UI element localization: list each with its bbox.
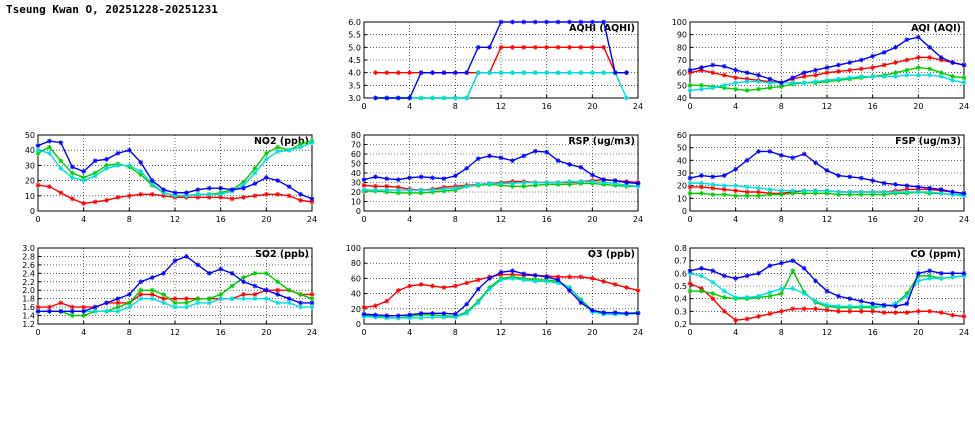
svg-text:3.5: 3.5 [348,81,361,91]
svg-text:20: 20 [913,328,924,337]
chart-o3 [334,236,644,340]
svg-text:0: 0 [681,207,687,216]
svg-text:12: 12 [821,328,833,337]
svg-text:5.0: 5.0 [348,43,361,53]
svg-text:1.2: 1.2 [22,320,35,329]
svg-text:4: 4 [733,328,739,337]
svg-text:8: 8 [126,328,132,337]
svg-text:30: 30 [24,161,35,171]
svg-text:16: 16 [867,102,878,111]
svg-text:20: 20 [261,215,272,224]
svg-text:40: 40 [350,289,361,299]
chart-panel-aqhi [334,10,644,114]
svg-text:24: 24 [958,328,970,337]
svg-text:12: 12 [495,215,507,224]
chart-so2 [8,236,318,340]
svg-text:20: 20 [350,188,361,197]
svg-text:4: 4 [81,215,87,224]
svg-text:24: 24 [958,215,970,224]
svg-text:8: 8 [126,215,132,224]
svg-text:16: 16 [215,215,226,224]
svg-text:40: 40 [24,146,35,156]
svg-text:SO2 (ppb): SO2 (ppb) [255,249,309,260]
svg-text:8: 8 [452,328,458,337]
svg-text:50: 50 [350,159,361,169]
svg-text:24: 24 [958,102,970,111]
svg-text:6.0: 6.0 [348,18,361,27]
svg-text:4: 4 [733,215,739,224]
svg-text:0.2: 0.2 [674,320,687,329]
svg-text:24: 24 [306,215,318,224]
svg-text:90: 90 [676,30,687,40]
svg-text:RSP (ug/m3): RSP (ug/m3) [568,136,635,147]
svg-text:100: 100 [345,244,361,253]
svg-text:0: 0 [35,215,41,224]
svg-text:0: 0 [687,102,693,111]
svg-text:2.8: 2.8 [22,252,35,262]
chart-panel-o3 [334,236,644,340]
svg-text:24: 24 [632,328,644,337]
svg-text:80: 80 [676,43,687,53]
svg-text:20: 20 [587,328,598,337]
svg-text:20: 20 [350,304,361,314]
svg-text:0: 0 [361,328,367,337]
svg-text:1.6: 1.6 [22,303,35,313]
svg-text:12: 12 [821,215,833,224]
svg-text:0: 0 [355,320,361,329]
svg-text:0: 0 [29,207,35,216]
svg-text:0.3: 0.3 [674,307,687,317]
svg-text:FSP (ug/m3): FSP (ug/m3) [895,136,961,147]
svg-text:3.0: 3.0 [348,94,361,103]
svg-text:0: 0 [361,215,367,224]
svg-text:AQI (AQI): AQI (AQI) [911,23,961,34]
svg-text:60: 60 [676,68,687,78]
svg-text:4: 4 [81,328,87,337]
svg-text:2.6: 2.6 [22,260,35,270]
chart-fsp [660,123,970,227]
svg-text:1.8: 1.8 [22,294,35,304]
svg-text:0: 0 [687,215,693,224]
chart-panel-co [660,236,970,340]
svg-text:50: 50 [24,131,35,140]
svg-text:10: 10 [350,197,361,207]
chart-panel-aqi [660,10,970,114]
svg-text:0.7: 0.7 [674,256,687,266]
svg-text:12: 12 [495,102,507,111]
svg-text:40: 40 [676,94,687,103]
svg-text:80: 80 [350,131,361,140]
svg-text:0.8: 0.8 [674,244,687,253]
svg-text:30: 30 [350,178,361,188]
page-title: Tseung Kwan O, 20251228-20251231 [6,3,218,16]
chart-panel-fsp [660,123,970,227]
chart-aqhi [334,10,644,114]
svg-text:20: 20 [913,215,924,224]
svg-text:60: 60 [350,274,361,284]
chart-rsp [334,123,644,227]
svg-text:8: 8 [778,102,784,111]
svg-text:100: 100 [671,18,687,27]
svg-text:5.5: 5.5 [348,30,361,40]
svg-text:0.4: 0.4 [674,294,687,304]
svg-text:40: 40 [350,169,361,178]
svg-text:70: 70 [676,56,687,65]
svg-text:10: 10 [676,194,687,204]
svg-text:24: 24 [632,102,644,111]
svg-text:4: 4 [733,102,739,111]
svg-text:40: 40 [676,156,687,166]
svg-text:80: 80 [350,259,361,269]
svg-text:20: 20 [587,215,598,224]
svg-text:16: 16 [541,328,552,337]
chart-aqi [660,10,970,114]
svg-text:1.4: 1.4 [22,311,35,321]
svg-text:2.2: 2.2 [22,277,35,287]
chart-panel-no2 [8,123,318,227]
svg-text:8: 8 [452,102,458,111]
svg-text:60: 60 [676,131,687,140]
svg-text:12: 12 [495,328,507,337]
svg-text:CO (ppm): CO (ppm) [910,249,961,260]
svg-text:4.5: 4.5 [348,56,361,65]
svg-text:24: 24 [632,215,644,224]
svg-text:12: 12 [169,328,181,337]
svg-text:0: 0 [35,328,41,337]
svg-text:0.5: 0.5 [674,282,687,291]
svg-text:20: 20 [587,102,598,111]
svg-text:AQHI (AQHI): AQHI (AQHI) [569,23,635,34]
svg-text:0.6: 0.6 [674,269,687,279]
chart-panel-so2 [8,236,318,340]
chart-co [660,236,970,340]
svg-text:O3 (ppb): O3 (ppb) [587,249,635,260]
svg-text:2.0: 2.0 [22,286,35,296]
chart-panel-rsp [334,123,644,227]
svg-text:12: 12 [169,215,181,224]
svg-text:70: 70 [350,140,361,150]
svg-text:0: 0 [361,102,367,111]
svg-text:60: 60 [350,150,361,159]
svg-text:16: 16 [541,215,552,224]
svg-text:4: 4 [407,215,413,224]
svg-text:NO2 (ppb): NO2 (ppb) [253,136,309,147]
svg-text:20: 20 [913,102,924,111]
svg-text:8: 8 [778,215,784,224]
svg-text:12: 12 [821,102,833,111]
svg-text:8: 8 [452,215,458,224]
svg-text:8: 8 [778,328,784,337]
svg-text:2.4: 2.4 [22,269,35,279]
svg-text:3.0: 3.0 [22,244,35,253]
svg-text:10: 10 [24,191,35,201]
svg-text:16: 16 [867,215,878,224]
svg-text:4.0: 4.0 [348,68,361,78]
svg-text:16: 16 [215,328,226,337]
chart-no2 [8,123,318,227]
svg-text:0: 0 [687,328,693,337]
svg-text:20: 20 [676,181,687,191]
svg-text:20: 20 [261,328,272,337]
svg-text:24: 24 [306,328,318,337]
svg-text:4: 4 [407,102,413,111]
svg-text:4: 4 [407,328,413,337]
svg-text:16: 16 [867,328,878,337]
svg-text:20: 20 [24,176,35,186]
svg-text:16: 16 [541,102,552,111]
svg-text:50: 50 [676,81,687,91]
svg-text:30: 30 [676,169,687,178]
svg-text:50: 50 [676,143,687,153]
svg-text:0: 0 [355,207,361,216]
